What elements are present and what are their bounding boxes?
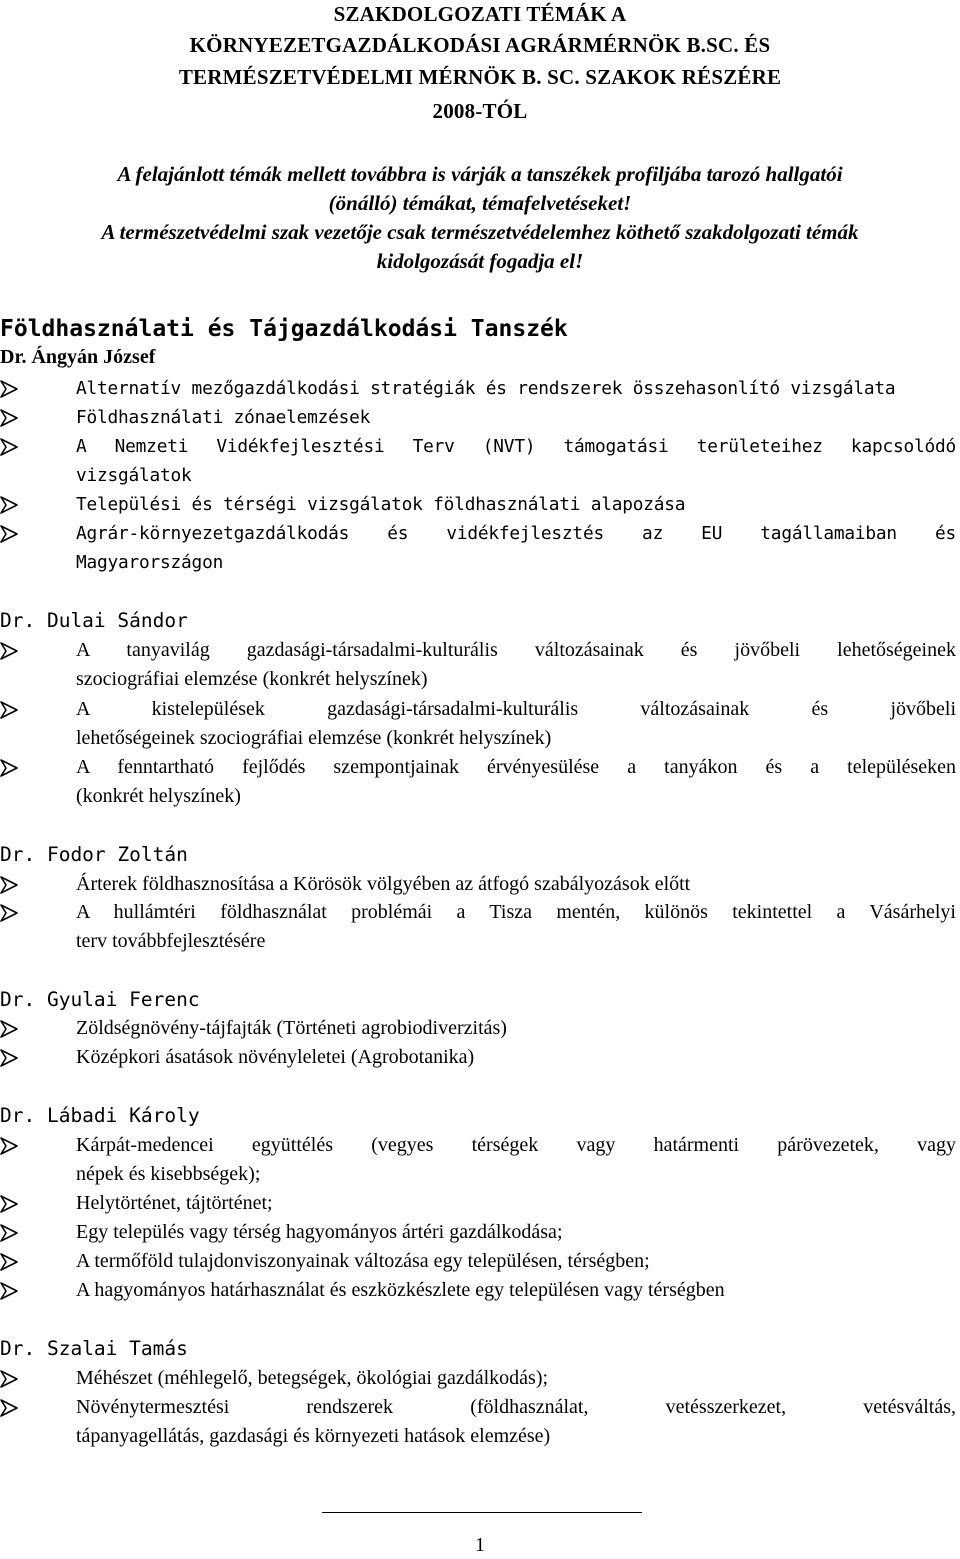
topic-text-continued: lehetőségeinek szociográfiai elemzése (konkrét helyszínek) <box>76 727 552 749</box>
arrow-bullet-icon <box>0 1020 18 1038</box>
arrow-bullet-icon <box>0 876 18 894</box>
supervisor-name: Dr. Gyulai Ferenc <box>0 988 200 1011</box>
intro-line-2: (önálló) témákat, témafelvetéseket! <box>328 191 632 215</box>
title-line-2: KÖRNYEZETGAZDÁLKODÁSI AGRÁRMÉRNÖK B.SC. ÉS <box>189 33 771 57</box>
supervisor-name: Dr. Fodor Zoltán <box>0 843 188 866</box>
intro-line-1: A felajánlott témák mellett továbbra is várják a tanszékek profiljába tarozó hallgatói <box>117 162 843 186</box>
topic-text-continued: szociográfiai elemzése (konkrét helyszínek) <box>76 668 428 690</box>
arrow-bullet-icon <box>0 380 18 398</box>
arrow-bullet-icon <box>0 496 18 514</box>
arrow-bullet-icon <box>0 438 18 456</box>
topic-text: A Nemzeti Vidékfejlesztési Terv (NVT) támogatási területeihez kapcsolódó <box>76 436 956 457</box>
arrow-bullet-icon <box>0 1195 18 1213</box>
topic-text-continued: terv továbbfejlesztésére <box>76 930 266 952</box>
topic-text: A tanyavilág gazdasági-társadalmi-kulturális változásainak és jövőbeli lehetőségeinek <box>76 639 956 661</box>
topic-text-continued: vizsgálatok <box>76 465 192 486</box>
topic-text: A kistelepülések gazdasági-társadalmi-kulturális változásainak és jövőbeli <box>76 698 956 720</box>
topic-text-continued: Magyarországon <box>76 552 224 573</box>
intro-line-3: A természetvédelmi szak vezetője csak természetvédelemhez köthető szakdolgozati témák <box>101 220 859 244</box>
arrow-bullet-icon <box>0 525 18 543</box>
topic-text: Helytörténet, tájtörténet; <box>76 1192 273 1214</box>
title-line-3: TERMÉSZETVÉDELMI MÉRNÖK B. SC. SZAKOK RÉSZÉRE <box>178 65 782 89</box>
intro-line-4: kidolgozását fogadja el! <box>376 249 584 273</box>
arrow-bullet-icon <box>0 1399 18 1417</box>
arrow-bullet-icon <box>0 642 18 660</box>
supervisor-name: Dr. Lábadi Károly <box>0 1104 200 1127</box>
topic-text-continued: tápanyagellátás, gazdasági és környezeti hatások elemzése) <box>76 1425 551 1447</box>
arrow-bullet-icon <box>0 1224 18 1242</box>
arrow-bullet-icon <box>0 701 18 719</box>
footer-divider <box>322 1512 642 1513</box>
title-line-4: 2008-TÓL <box>432 99 528 123</box>
arrow-bullet-icon <box>0 1370 18 1388</box>
title-line-1: SZAKDOLGOZATI TÉMÁK A <box>333 2 627 26</box>
topic-text: A hullámtéri földhasználat problémái a Tisza mentén, különös tekintettel a Vásárhelyi <box>76 901 956 923</box>
topic-text: Agrár-környezetgazdálkodás és vidékfejlesztés az EU tagállamaiban és <box>76 523 956 544</box>
arrow-bullet-icon <box>0 1282 18 1300</box>
arrow-bullet-icon <box>0 1137 18 1155</box>
arrow-bullet-icon <box>0 1253 18 1271</box>
topic-text-continued: (konkrét helyszínek) <box>76 785 241 807</box>
topic-text: Növénytermesztési rendszerek (földhasználat, vetésszerkezet, vetésváltás, <box>76 1396 956 1418</box>
arrow-bullet-icon <box>0 759 18 777</box>
topic-text: Települési és térségi vizsgálatok földhasználati alapozása <box>76 494 686 515</box>
topic-text: Zöldségnövény-tájfajták (Történeti agrobiodiverzitás) <box>76 1017 507 1039</box>
page-number: 1 <box>475 1534 485 1556</box>
arrow-bullet-icon <box>0 904 18 922</box>
topic-text: Méhészet (méhlegelő, betegségek, ökológiai gazdálkodás); <box>76 1367 549 1389</box>
topic-text-continued: népek és kisebbségek); <box>76 1163 261 1185</box>
arrow-bullet-icon <box>0 409 18 427</box>
topic-text: Földhasználati zónaelemzések <box>76 407 371 428</box>
topic-text: Középkori ásatások növényleletei (Agrobotanika) <box>76 1046 475 1068</box>
topic-text: A termőföld tulajdonviszonyainak változása egy településen, térségben; <box>76 1250 650 1272</box>
topic-text: Kárpát-medencei együttélés (vegyes térségek vagy határmenti párövezetek, vagy <box>76 1134 956 1156</box>
topic-text: Árterek földhasznosítása a Körösök völgyében az átfogó szabályozások előtt <box>76 873 691 895</box>
topic-text: Egy település vagy térség hagyományos ártéri gazdálkodása; <box>76 1221 563 1243</box>
topic-text: A hagyományos határhasználat és eszközkészlete egy településen vagy térségben <box>76 1279 725 1301</box>
topic-text: A fenntartható fejlődés szempontjainak érvényesülése a tanyákon és a településeken <box>76 756 956 778</box>
department-heading: Földhasználati és Tájgazdálkodási Tanszék <box>0 316 568 342</box>
supervisor-name: Dr. Szalai Tamás <box>0 1337 188 1360</box>
topic-text: Alternatív mezőgazdálkodási stratégiák és rendszerek összehasonlító vizsgálata <box>76 378 896 399</box>
arrow-bullet-icon <box>0 1049 18 1067</box>
supervisor-name: Dr. Dulai Sándor <box>0 609 188 632</box>
supervisor-name: Dr. Ángyán József <box>0 346 156 368</box>
